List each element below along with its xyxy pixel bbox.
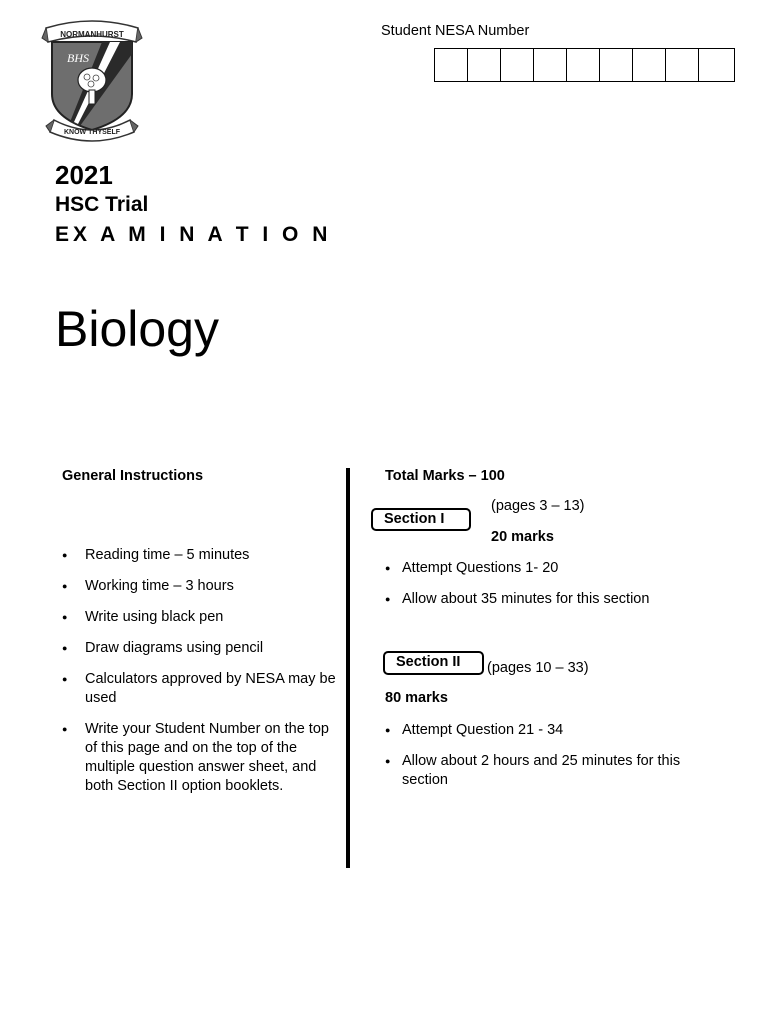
crest-motto-text: KNOW THYSELF	[64, 129, 120, 136]
section-2-marks: 80 marks	[385, 690, 448, 706]
exam-word: EX A M I N A T I O N	[55, 223, 332, 246]
instruction-item: ● Write using black pen	[62, 608, 342, 627]
exam-year: 2021	[55, 160, 113, 190]
student-number-digit-box[interactable]	[501, 49, 534, 81]
crest-name-text: NORMANHURST	[60, 30, 124, 39]
student-number-digit-box[interactable]	[435, 49, 468, 81]
student-number-digit-box[interactable]	[600, 49, 633, 81]
section-1-label: Section I	[371, 508, 471, 531]
student-number-digit-box[interactable]	[699, 49, 734, 81]
instruction-item: ● Working time – 3 hours	[62, 577, 342, 596]
total-marks: Total Marks – 100	[385, 468, 505, 484]
school-crest-logo	[40, 18, 144, 144]
instruction-item: ● Calculators approved by NESA may be used	[62, 670, 342, 708]
section-2-pages: (pages 10 – 33)	[487, 660, 589, 676]
crest-initials-text: BHS	[67, 51, 89, 65]
subject-title: Biology	[55, 301, 219, 357]
student-number-digit-box[interactable]	[666, 49, 699, 81]
section-2-instruction-item: ● Allow about 2 hours and 25 minutes for this section	[385, 752, 725, 790]
section-2-instructions	[385, 721, 725, 790]
student-number-digit-box[interactable]	[468, 49, 501, 81]
instruction-item: ● Draw diagrams using pencil	[62, 639, 342, 658]
general-instructions-list	[62, 546, 342, 796]
section-1-marks: 20 marks	[491, 529, 554, 545]
section-2-instruction-item: ● Attempt Question 21 - 34	[385, 721, 725, 740]
section-1-pages: (pages 3 – 13)	[491, 498, 585, 514]
section-1-instructions	[385, 559, 725, 609]
instruction-item: ● Write your Student Number on the top of this page and on the top of the multiple question answer sheet, and both Section II option booklets.	[62, 720, 342, 796]
section-2-label: Section II	[383, 651, 484, 675]
general-instructions-heading: General Instructions	[62, 468, 204, 484]
student-number-label: Student NESA Number	[381, 23, 530, 39]
student-number-digit-box[interactable]	[567, 49, 600, 81]
student-number-boxes[interactable]	[434, 48, 735, 82]
section-1-instruction-item: ● Attempt Questions 1- 20	[385, 559, 725, 578]
student-number-digit-box[interactable]	[534, 49, 567, 81]
exam-name: HSC Trial	[55, 193, 149, 216]
section-1-instruction-item: ● Allow about 35 minutes for this section	[385, 590, 725, 609]
column-divider	[346, 468, 350, 868]
instruction-item: ● Reading time – 5 minutes	[62, 546, 342, 565]
student-number-digit-box[interactable]	[633, 49, 666, 81]
